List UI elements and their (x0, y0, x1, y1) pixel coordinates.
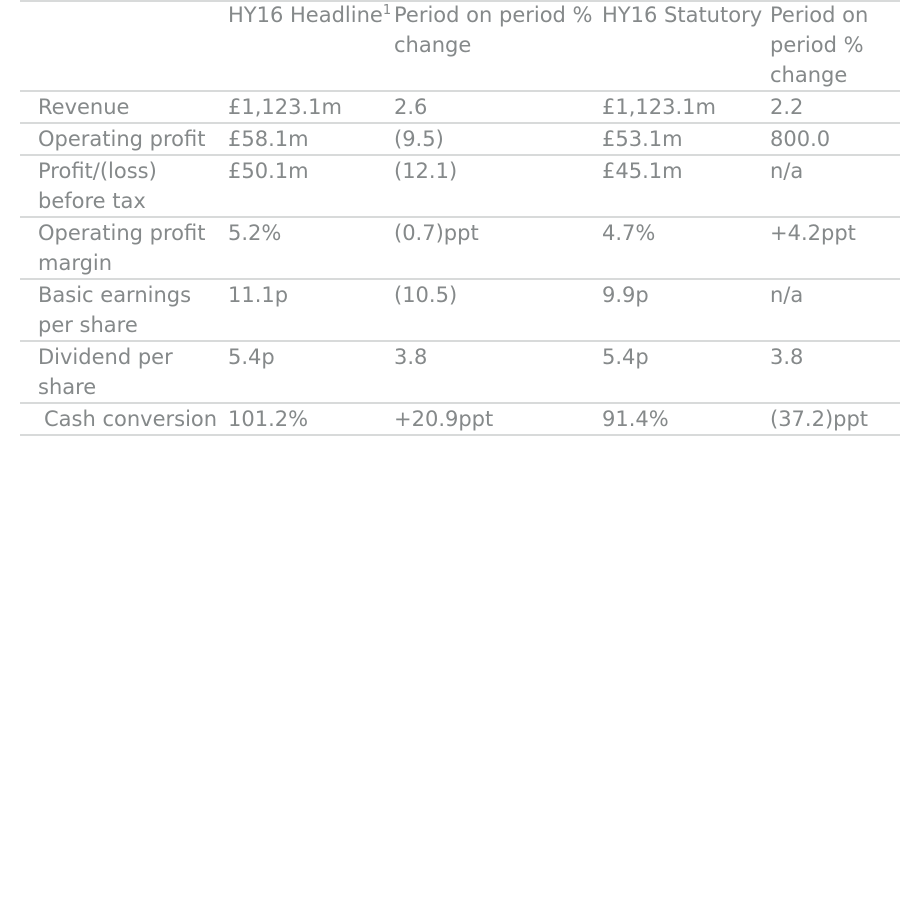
column-header-headline-change: Period on period % change (394, 3, 593, 57)
column-header-hy16-headline (228, 0, 394, 91)
cell-hy16-statutory: 91.4% (602, 407, 669, 431)
cell-hy16-headline: 5.4p (228, 345, 275, 369)
row-label: Cash conversion (44, 407, 218, 431)
cell-statutory-change: n/a (770, 283, 804, 307)
table-row (20, 155, 900, 217)
cell-headline-change: 2.6 (394, 95, 428, 119)
cell-hy16-statutory: 4.7% (602, 221, 656, 245)
table-row (20, 279, 900, 341)
table-row (20, 341, 900, 403)
row-label: Dividend per share (38, 345, 173, 399)
row-label: Operating profit (38, 127, 206, 151)
row-label: Basic earnings per share (38, 283, 192, 337)
table-body (20, 91, 900, 435)
row-label: Operating profit margin (38, 221, 206, 275)
cell-hy16-headline: £58.1m (228, 127, 309, 151)
cell-headline-change: (0.7)ppt (394, 221, 479, 245)
financial-summary-table (20, 0, 900, 436)
cell-statutory-change: n/a (770, 159, 804, 183)
cell-statutory-change: (37.2)ppt (770, 407, 869, 431)
cell-hy16-statutory: £45.1m (602, 159, 683, 183)
cell-hy16-headline: 11.1p (228, 283, 289, 307)
table-header (20, 0, 900, 91)
table-row (20, 123, 900, 155)
cell-headline-change: +20.9ppt (394, 407, 494, 431)
cell-headline-change: (10.5) (394, 283, 458, 307)
cell-statutory-change: +4.2ppt (770, 221, 856, 245)
cell-headline-change: 3.8 (394, 345, 428, 369)
table-header-row (20, 0, 900, 91)
column-header-hy16-headline-label: HY16 Headline (228, 3, 383, 27)
row-label: Revenue (38, 95, 130, 119)
table-row (20, 217, 900, 279)
column-header-hy16-statutory: HY16 Statutory (602, 3, 763, 27)
column-header-statutory-change: Period on period % change (770, 3, 869, 87)
cell-hy16-statutory: £1,123.1m (602, 95, 716, 119)
cell-hy16-headline: 101.2% (228, 407, 309, 431)
cell-statutory-change: 800.0 (770, 127, 831, 151)
table-row (20, 403, 900, 435)
cell-hy16-headline: £50.1m (228, 159, 309, 183)
cell-hy16-headline: £1,123.1m (228, 95, 342, 119)
table-top-rule (20, 0, 900, 2)
cell-headline-change: (12.1) (394, 159, 458, 183)
cell-hy16-statutory: 9.9p (602, 283, 649, 307)
cell-hy16-statutory: 5.4p (602, 345, 649, 369)
cell-statutory-change: 2.2 (770, 95, 804, 119)
cell-headline-change: (9.5) (394, 127, 444, 151)
cell-hy16-statutory: £53.1m (602, 127, 683, 151)
table-row (20, 91, 900, 123)
cell-statutory-change: 3.8 (770, 345, 804, 369)
row-label: Profit/(loss) before tax (38, 159, 157, 213)
footnote-marker-1: 1 (382, 3, 392, 18)
column-header-metric (20, 0, 228, 91)
cell-hy16-headline: 5.2% (228, 221, 282, 245)
